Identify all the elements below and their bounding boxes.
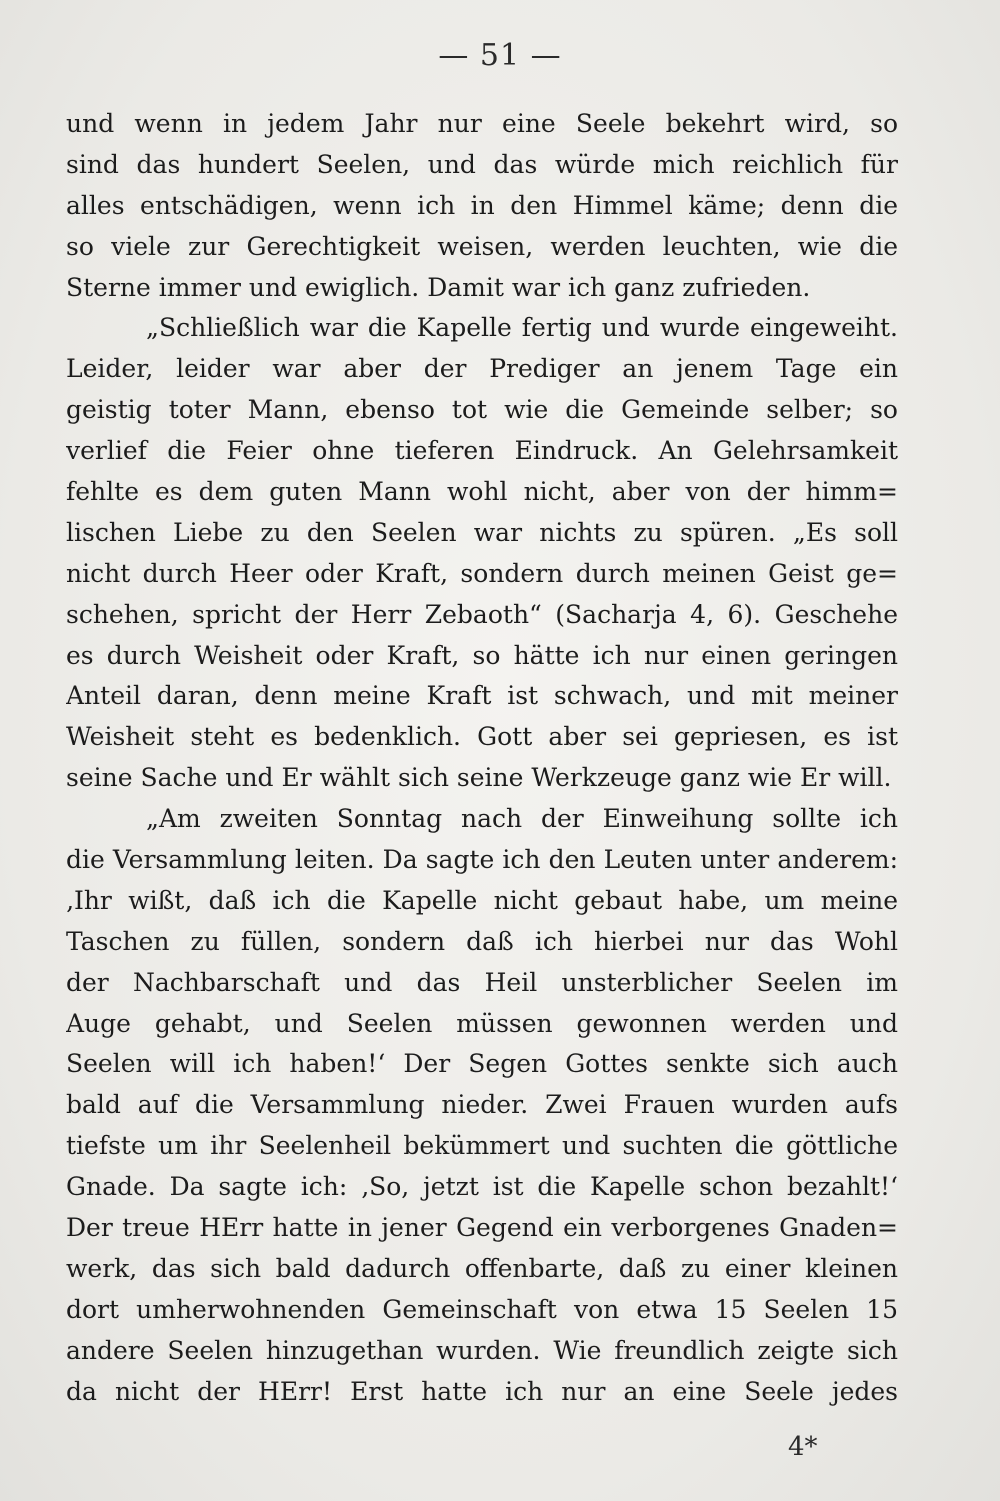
text-line: und wenn in jedem Jahr nur eine Seele bekehrt wird, so bbox=[66, 109, 898, 138]
text-line: fehlte es dem guten Mann wohl nicht, aber von der himm= bbox=[66, 477, 898, 507]
text-line: Seelen will ich haben!‘ Der Segen Gottes senkte sich auch bbox=[66, 1049, 898, 1079]
text-line: sind das hundert Seelen, und das würde mich reichlich für bbox=[66, 149, 898, 179]
page-number-header: — 51 — bbox=[438, 38, 562, 73]
text-line: schehen, spricht der Herr Zebaoth“ (Sacharja 4, 6). Geschehe bbox=[66, 599, 898, 629]
text-line: der Nachbarschaft und das Heil unsterblicher Seelen im bbox=[66, 967, 898, 997]
text-line: Leider, leider war aber der Prediger an jenem Tage ein bbox=[66, 354, 898, 384]
text-line: geistig toter Mann, ebenso tot wie die Gemeinde selber; so bbox=[66, 395, 898, 425]
text-line: tiefste um ihr Seelenheil bekümmert und suchten die göttliche bbox=[66, 1131, 898, 1161]
text-line: werk, das sich bald dadurch offenbarte, daß zu einer kleinen bbox=[66, 1253, 898, 1283]
text-line: „Am zweiten Sonntag nach der Einweihung sollte ich bbox=[146, 804, 898, 834]
text-line: die Versammlung leiten. Da sagte ich den Leuten unter anderem: bbox=[66, 845, 898, 875]
text-line: alles entschädigen, wenn ich in den Himmel käme; denn die bbox=[66, 190, 898, 220]
text-line: es durch Weisheit oder Kraft, so hätte ich nur einen geringen bbox=[66, 640, 898, 670]
text-line: dort umherwohnenden Gemeinschaft von etwa 15 Seelen 15 bbox=[66, 1294, 898, 1324]
text-line: lischen Liebe zu den Seelen war nichts zu spüren. „Es soll bbox=[66, 517, 898, 547]
text-line: verlief die Feier ohne tieferen Eindruck. An Gelehrsamkeit bbox=[66, 436, 898, 466]
text-line: Taschen zu füllen, sondern daß ich hierbei nur das Wohl bbox=[66, 926, 898, 956]
text-line: Sterne immer und ewiglich. Damit war ich ganz zufrieden. bbox=[66, 272, 811, 302]
text-line: bald auf die Versammlung nieder. Zwei Frauen wurden aufs bbox=[66, 1090, 898, 1120]
text-line: andere Seelen hinzugethan wurden. Wie freundlich zeigte sich bbox=[66, 1335, 898, 1365]
text-line: Weisheit steht es bedenklich. Gott aber sei gepriesen, es ist bbox=[66, 722, 898, 752]
text-line: da nicht der HErr! Erst hatte ich nur an eine Seele jedes bbox=[66, 1376, 898, 1406]
signature-mark: 4* bbox=[788, 1432, 818, 1462]
body-text bbox=[66, 104, 898, 1413]
text-line: Auge gehabt, und Seelen müssen gewonnen werden und bbox=[66, 1008, 898, 1038]
text-line: seine Sache und Er wählt sich seine Werkzeuge ganz wie Er will. bbox=[66, 763, 892, 793]
text-line: ‚Ihr wißt, daß ich die Kapelle nicht gebaut habe, um meine bbox=[66, 885, 898, 915]
text-line: Gnade. Da sagte ich: ‚So, jetzt ist die Kapelle schon bezahlt!‘ bbox=[66, 1172, 898, 1202]
text-line: „Schließlich war die Kapelle fertig und wurde eingeweiht. bbox=[146, 313, 898, 343]
text-line: Der treue HErr hatte in jener Gegend ein verborgenes Gnaden= bbox=[66, 1213, 898, 1243]
text-line: so viele zur Gerechtigkeit weisen, werden leuchten, wie die bbox=[66, 231, 898, 261]
text-line: nicht durch Heer oder Kraft, sondern durch meinen Geist ge= bbox=[66, 558, 898, 588]
text-line: Anteil daran, denn meine Kraft ist schwach, und mit meiner bbox=[66, 681, 898, 711]
